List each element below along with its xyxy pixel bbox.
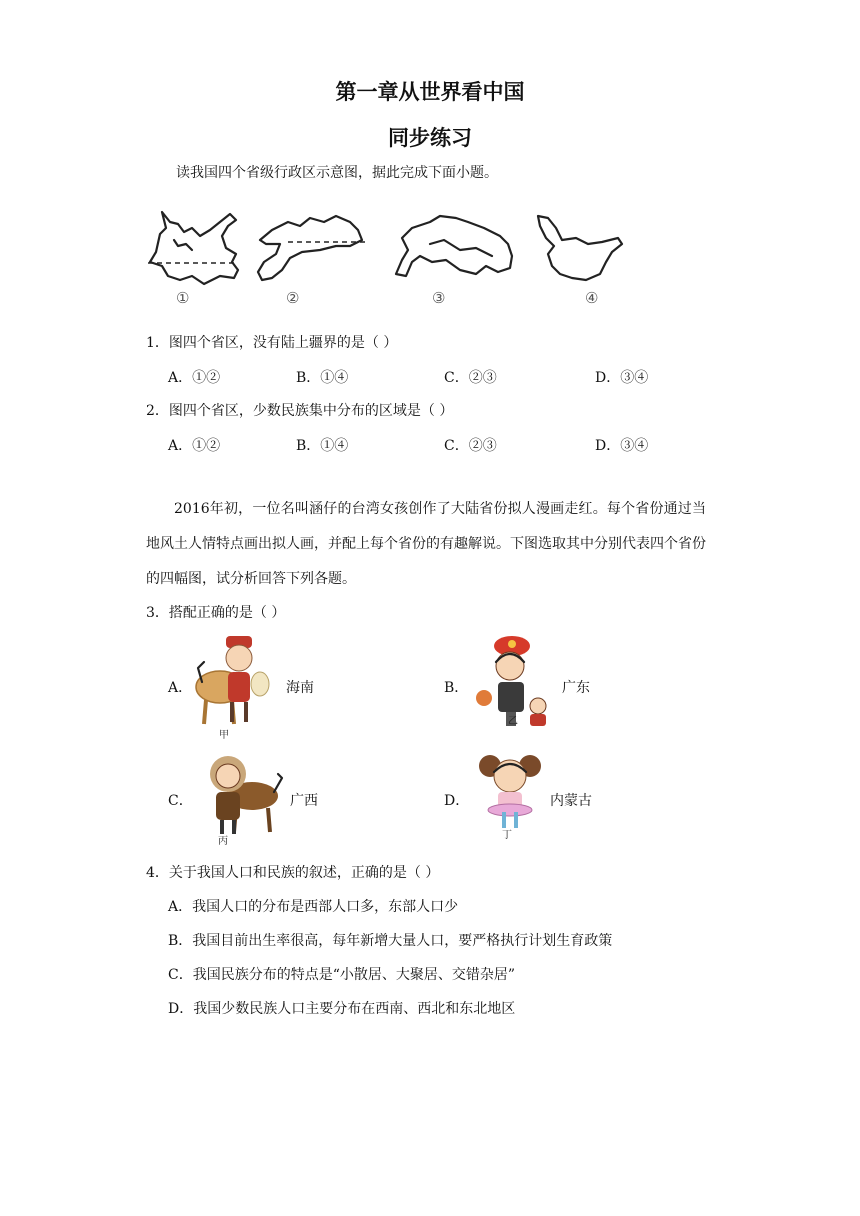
q3-option-c-name: 广西 xyxy=(290,793,318,809)
q4-option-b[interactable]: B．我国目前出生率很高，每年新增大量人口，要严格执行计划生育政策 xyxy=(168,933,613,949)
passage-text: 2016年初，一位名叫涵仔的台湾女孩创作了大陆省份拟人漫画走红。每个省份通过当地风土人情特点画出拟人画，并配上每个省份的有趣解说。下图选取其中分别代表四个省份的四幅图，试分析回答下列各题。 xyxy=(146,501,706,587)
q1-option-d[interactable]: D．③④ xyxy=(595,370,649,386)
q3-option-d-name: 内蒙古 xyxy=(550,793,592,809)
province-map-2 xyxy=(258,216,366,280)
character-jia-illustration xyxy=(190,632,280,732)
map-label-4: ④ xyxy=(585,289,599,307)
q2-option-a[interactable]: A．①② xyxy=(168,438,221,454)
q2-option-c[interactable]: C．②③ xyxy=(444,438,497,454)
q3-option-a-name: 海南 xyxy=(286,680,314,696)
q3-option-d-letter[interactable]: D． xyxy=(444,793,470,809)
q1-option-a[interactable]: A．①② xyxy=(168,370,221,386)
map-label-2: ② xyxy=(286,289,300,307)
question-1-stem: 1．图四个省区，没有陆上疆界的是（ ） xyxy=(146,335,398,351)
q3-option-b-letter[interactable]: B． xyxy=(444,680,469,696)
character-ding-illustration xyxy=(472,748,552,838)
map-label-1: ① xyxy=(176,289,190,307)
page-subtitle: 同步练习 xyxy=(388,126,472,150)
question-2-stem: 2．图四个省区，少数民族集中分布的区域是（ ） xyxy=(146,403,454,419)
q4-option-a[interactable]: A．我国人口的分布是西部人口多，东部人口少 xyxy=(168,899,459,915)
q1-option-c[interactable]: C．②③ xyxy=(444,370,497,386)
q2-option-b[interactable]: B．①④ xyxy=(296,438,349,454)
province-map-3 xyxy=(396,216,512,276)
intro-text: 读我国四个省级行政区示意图，据此完成下面小题。 xyxy=(176,165,498,181)
province-map-4 xyxy=(538,216,622,280)
question-3-stem: 3．搭配正确的是（ ） xyxy=(146,605,286,621)
q4-option-d[interactable]: D．我国少数民族人口主要分布在西南、西北和东北地区 xyxy=(168,1001,516,1017)
province-maps-figure xyxy=(140,200,640,290)
q3-option-b-name: 广东 xyxy=(562,680,590,696)
q1-option-b[interactable]: B．①④ xyxy=(296,370,349,386)
character-bing-illustration xyxy=(196,748,286,838)
character-ding-label: 丁 xyxy=(502,830,512,841)
character-jia-label: 甲 xyxy=(219,730,229,741)
q3-option-c-letter[interactable]: C． xyxy=(168,793,193,809)
character-yi-label: 乙 xyxy=(508,716,518,727)
page-title: 第一章从世界看中国 xyxy=(335,80,525,104)
passage xyxy=(146,492,706,597)
province-map-1 xyxy=(148,212,238,284)
q4-option-c[interactable]: C．我国民族分布的特点是“小散居、大聚居、交错杂居” xyxy=(168,967,516,983)
character-bing-label: 丙 xyxy=(218,836,228,847)
q3-option-a-letter[interactable]: A． xyxy=(168,680,193,696)
map-label-3: ③ xyxy=(432,289,446,307)
q2-option-d[interactable]: D．③④ xyxy=(595,438,649,454)
question-4-stem: 4．关于我国人口和民族的叙述，正确的是（ ） xyxy=(146,865,440,881)
